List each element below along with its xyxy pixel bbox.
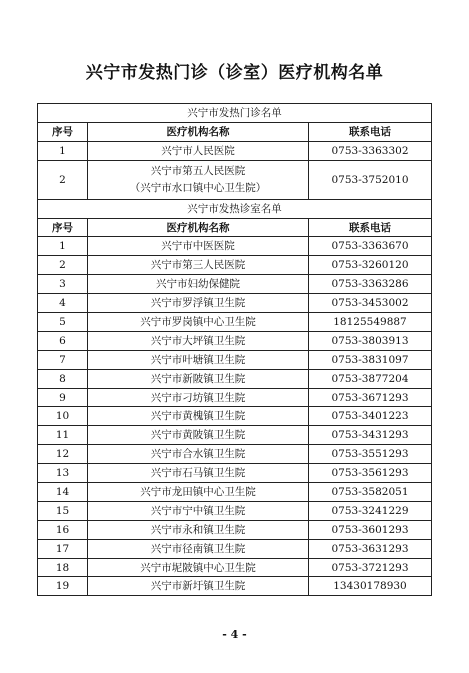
- phone-number: 0753-3363302: [309, 141, 432, 160]
- institution-name: 兴宁市中医医院: [88, 237, 309, 256]
- phone-number: 0753-3363670: [309, 237, 432, 256]
- column-header-no: 序号: [38, 218, 88, 237]
- table-row: [38, 501, 432, 520]
- institution-name: 兴宁市龙田镇中心卫生院: [88, 483, 309, 502]
- row-number: 18: [38, 558, 88, 577]
- phone-number: 0753-3803913: [309, 331, 432, 350]
- phone-number: 0753-3453002: [309, 294, 432, 313]
- institution-name: 兴宁市永和镇卫生院: [88, 520, 309, 539]
- institution-name: 兴宁市第三人民医院: [88, 256, 309, 275]
- section-heading-rooms: 兴宁市发热诊室名单: [38, 199, 432, 218]
- row-number: 17: [38, 539, 88, 558]
- phone-number: 0753-3601293: [309, 520, 432, 539]
- row-number: 8: [38, 369, 88, 388]
- phone-number: 0753-3671293: [309, 388, 432, 407]
- phone-number: 0753-3752010: [309, 160, 432, 199]
- phone-number: 13430178930: [309, 577, 432, 596]
- section-heading-clinics: 兴宁市发热门诊名单: [38, 104, 432, 123]
- phone-number: 0753-3401223: [309, 407, 432, 426]
- column-header-phone: 联系电话: [309, 122, 432, 141]
- column-header-phone: 联系电话: [309, 218, 432, 237]
- institution-name-line1: 兴宁市第五人民医院: [150, 164, 246, 177]
- table-row: [38, 313, 432, 332]
- phone-number: 0753-3631293: [309, 539, 432, 558]
- medical-institution-table: [37, 103, 432, 596]
- table-row: [38, 388, 432, 407]
- institution-name: 兴宁市黄槐镇卫生院: [88, 407, 309, 426]
- phone-number: 0753-3551293: [309, 445, 432, 464]
- row-number: 3: [38, 275, 88, 294]
- institution-name: 兴宁市大坪镇卫生院: [88, 331, 309, 350]
- institution-name-line2: （兴宁市水口镇中心卫生院）: [129, 181, 267, 194]
- column-header-row: [38, 122, 432, 141]
- table-row: [38, 407, 432, 426]
- row-number: 12: [38, 445, 88, 464]
- table-row: [38, 483, 432, 502]
- row-number: 19: [38, 577, 88, 596]
- row-number: 2: [38, 256, 88, 275]
- row-number: 14: [38, 483, 88, 502]
- phone-number: 0753-3877204: [309, 369, 432, 388]
- table-row: [38, 558, 432, 577]
- row-number: 6: [38, 331, 88, 350]
- table-row: [38, 445, 432, 464]
- institution-name: 兴宁市刁坊镇卫生院: [88, 388, 309, 407]
- row-number: 15: [38, 501, 88, 520]
- column-header-name: 医疗机构名称: [88, 218, 309, 237]
- institution-name: 兴宁市石马镇卫生院: [88, 464, 309, 483]
- row-number: 1: [38, 237, 88, 256]
- column-header-no: 序号: [38, 122, 88, 141]
- institution-name: 兴宁市罗浮镇卫生院: [88, 294, 309, 313]
- table-row: [38, 275, 432, 294]
- row-number: 11: [38, 426, 88, 445]
- table-row: [38, 464, 432, 483]
- row-number: 13: [38, 464, 88, 483]
- table-row: [38, 520, 432, 539]
- phone-number: 0753-3363286: [309, 275, 432, 294]
- table-row: [38, 331, 432, 350]
- institution-name: 兴宁市叶塘镇卫生院: [88, 350, 309, 369]
- row-number: 5: [38, 313, 88, 332]
- phone-number: 0753-3561293: [309, 464, 432, 483]
- institution-name: 兴宁市新圩镇卫生院: [88, 577, 309, 596]
- table-row: [38, 350, 432, 369]
- phone-number: 18125549887: [309, 313, 432, 332]
- row-number: 7: [38, 350, 88, 369]
- row-number: 2: [38, 160, 88, 199]
- page-number: - 4 -: [222, 628, 247, 641]
- institution-name: 兴宁市合水镇卫生院: [88, 445, 309, 464]
- institution-name: [88, 160, 309, 199]
- institution-name: 兴宁市黄陂镇卫生院: [88, 426, 309, 445]
- phone-number: 0753-3582051: [309, 483, 432, 502]
- column-header-name: 医疗机构名称: [88, 122, 309, 141]
- table-row: [38, 256, 432, 275]
- table-row: [38, 237, 432, 256]
- column-header-row: [38, 218, 432, 237]
- row-number: 1: [38, 141, 88, 160]
- institution-name: 兴宁市坭陂镇中心卫生院: [88, 558, 309, 577]
- institution-name: 兴宁市妇幼保健院: [88, 275, 309, 294]
- phone-number: 0753-3260120: [309, 256, 432, 275]
- institution-name: 兴宁市人民医院: [88, 141, 309, 160]
- table-row: [38, 160, 432, 199]
- institution-name: 兴宁市罗岗镇中心卫生院: [88, 313, 309, 332]
- institution-name: 兴宁市宁中镇卫生院: [88, 501, 309, 520]
- institution-name: 兴宁市径南镇卫生院: [88, 539, 309, 558]
- section-heading-row: [38, 104, 432, 123]
- document-title: 兴宁市发热门诊（诊室）医疗机构名单: [85, 63, 384, 83]
- table-row: [38, 426, 432, 445]
- row-number: 16: [38, 520, 88, 539]
- table-row: [38, 539, 432, 558]
- phone-number: 0753-3431293: [309, 426, 432, 445]
- phone-number: 0753-3721293: [309, 558, 432, 577]
- phone-number: 0753-3831097: [309, 350, 432, 369]
- section-heading-row: [38, 199, 432, 218]
- table-row: [38, 577, 432, 596]
- institution-name: 兴宁市新陂镇卫生院: [88, 369, 309, 388]
- table-row: [38, 294, 432, 313]
- table-row: [38, 141, 432, 160]
- row-number: 10: [38, 407, 88, 426]
- phone-number: 0753-3241229: [309, 501, 432, 520]
- table-row: [38, 369, 432, 388]
- row-number: 9: [38, 388, 88, 407]
- row-number: 4: [38, 294, 88, 313]
